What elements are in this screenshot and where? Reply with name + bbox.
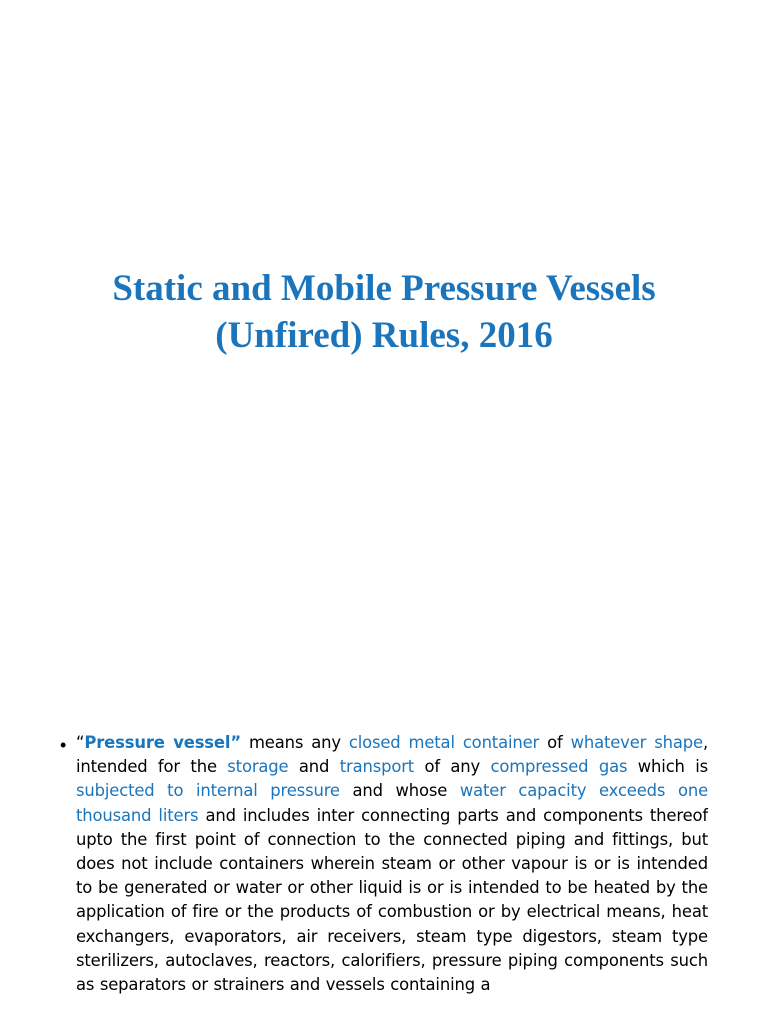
text-segment: and includes inter connecting parts and components thereof upto the first point of connection to the connected piping and fittings, but does not include containers wherein steam or other vapour is or is intended to be generated or water or other liquid is or is intended to be heated by the application of fire or the products of combustion or by electrical means, heat exchangers, evaporators, air receivers, steam type digestors, steam type sterilizers, autoclaves, reactors, calorifiers, pressure piping components such as separators or strainers and vessels containing a [76,805,708,995]
highlight-storage: storage [227,757,289,777]
highlight-internal-pressure: subjected to internal pressure [76,781,340,801]
definition-paragraph [76,731,708,997]
slide-title [30,265,738,359]
bullet-icon: • [60,735,67,755]
text-segment: and whose [339,781,460,801]
defined-term: Pressure vessel” [84,733,241,752]
text-segment: of any [414,757,491,777]
highlight-closed-metal-container: closed metal container [348,733,540,752]
highlight-compressed-gas: compressed gas [490,757,628,777]
definition-bullet [60,731,708,1024]
highlight-transport: transport [339,757,415,777]
open-quote: “ [76,733,85,752]
text-segment: , intended for the [76,733,708,777]
text-segment: means any [240,733,349,752]
title-line-2: (Unfired) Rules, 2016 [215,315,553,356]
text-segment: and [288,757,340,777]
title-line-1: Static and Mobile Pressure Vessels [112,268,656,309]
highlight-whatever-shape: whatever shape [570,733,703,752]
highlight-water-capacity: water capacity exceeds one thousand liters [76,781,708,825]
text-segment: which is [627,757,708,777]
text-segment: of [539,733,571,752]
